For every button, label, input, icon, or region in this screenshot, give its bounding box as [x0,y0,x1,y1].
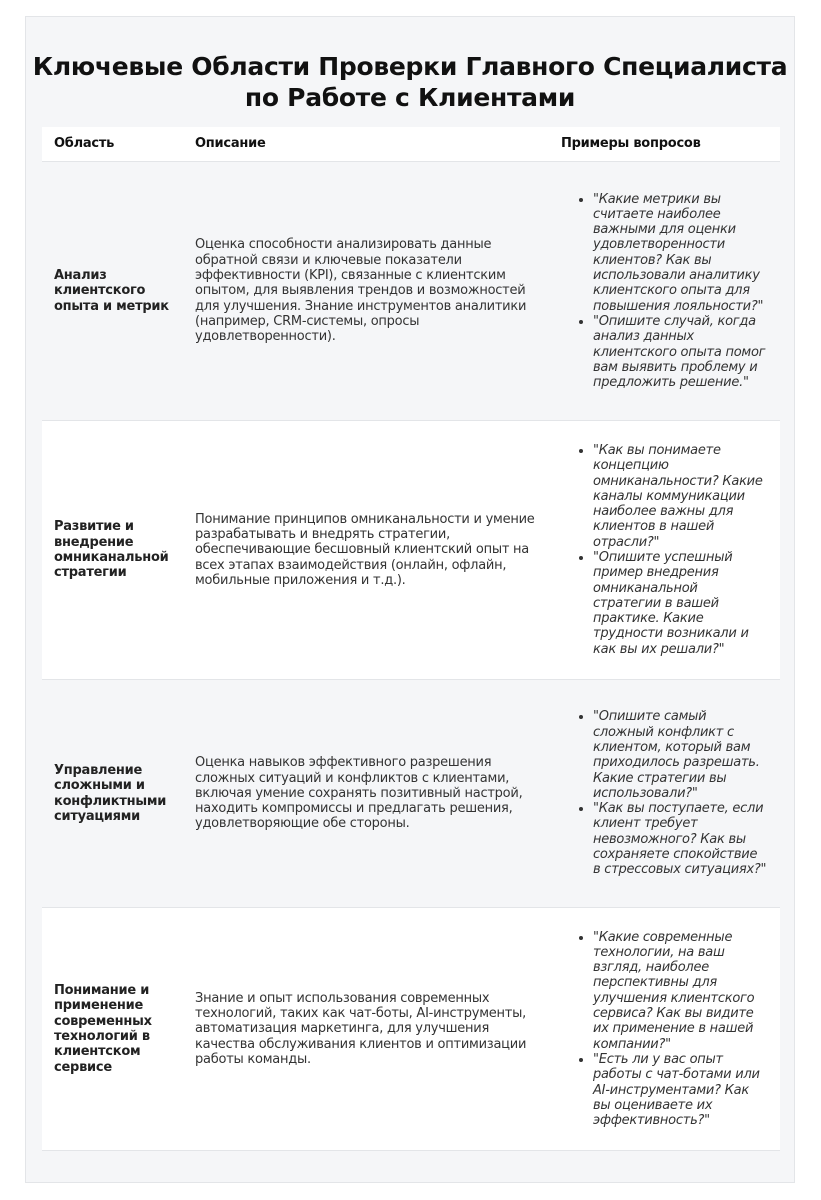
area-cell: Управление сложными и конфликтными ситуациями [42,680,181,908]
column-header-description: Описание [181,127,549,162]
questions-cell [549,908,780,1151]
question-item: • "Какие современные технологии, на ваш взгляд, наиболее перспективны для улучшения клиентского сервиса? Как вы видите их применение в нашей компании?" [593,930,768,1052]
description-cell: Оценка способности анализировать данные обратной связи и ключевые показатели эффективности (KPI), связанные с клиентским опытом, для выявления трендов и возможностей для улучшения. Знание инструментов аналитики (например, CRM-системы, опросы удовлетворенности). [181,162,549,421]
area-cell: Понимание и применение современных технологий в клиентском сервисе [42,908,181,1151]
description-cell: Знание и опыт использования современных технологий, таких как чат-боты, AI-инструменты, автоматизация маркетинга, для улучшения качества обслуживания клиентов и оптимизации работы команды. [181,908,549,1151]
table-row [42,162,780,421]
description-cell: Понимание принципов омниканальности и умение разрабатывать и внедрять стратегии, обеспечивающие бесшовный клиентский опыт на всех этапах взаимодействия (онлайн, офлайн, мобильные приложения и т.д.). [181,421,549,680]
question-item: • "Опишите успешный пример внедрения омниканальной стратегии в вашей практике. Какие трудности возникали и как вы их решали?" [593,550,768,657]
column-header-area: Область [42,127,181,162]
description-cell: Оценка навыков эффективного разрешения сложных ситуаций и конфликтов с клиентами, включая умение сохранять позитивный настрой, находить компромиссы и предлагать решения, удовлетворяющие обе стороны. [181,680,549,908]
question-item: • "Какие метрики вы считаете наиболее важными для оценки удовлетворенности клиентов? Как вы использовали аналитику клиентского опыта для повышения лояльности?" [593,192,768,314]
question-item: • "Есть ли у вас опыт работы с чат-ботами или AI-инструментами? Как вы оцениваете их эффективность?" [593,1052,768,1128]
table-row [42,421,780,680]
table-header-row [42,127,780,162]
document-card [25,16,795,1183]
questions-cell [549,680,780,908]
question-item: • "Как вы поступаете, если клиент требует невозможного? Как вы сохраняете спокойствие в стрессовых ситуациях?" [593,801,768,877]
area-cell: Развитие и внедрение омниканальной стратегии [42,421,181,680]
area-cell: Анализ клиентского опыта и метрик [42,162,181,421]
questions-cell [549,421,780,680]
column-header-questions: Примеры вопросов [549,127,780,162]
question-item: • "Опишите самый сложный конфликт с клиентом, который вам приходилось разрешать. Какие стратегии вы использовали?" [593,709,768,801]
question-item: • "Опишите случай, когда анализ данных клиентского опыта помог вам выявить проблему и предложить решение." [593,314,768,390]
page-title: Ключевые Области Проверки Главного Специалиста по Работе с Клиентами [32,52,788,112]
table-row [42,680,780,908]
questions-cell [549,162,780,421]
table-row [42,908,780,1151]
question-item: • "Как вы понимаете концепцию омниканальности? Какие каналы коммуникации наиболее важны для клиентов в нашей отрасли?" [593,443,768,550]
areas-table [42,127,780,1151]
